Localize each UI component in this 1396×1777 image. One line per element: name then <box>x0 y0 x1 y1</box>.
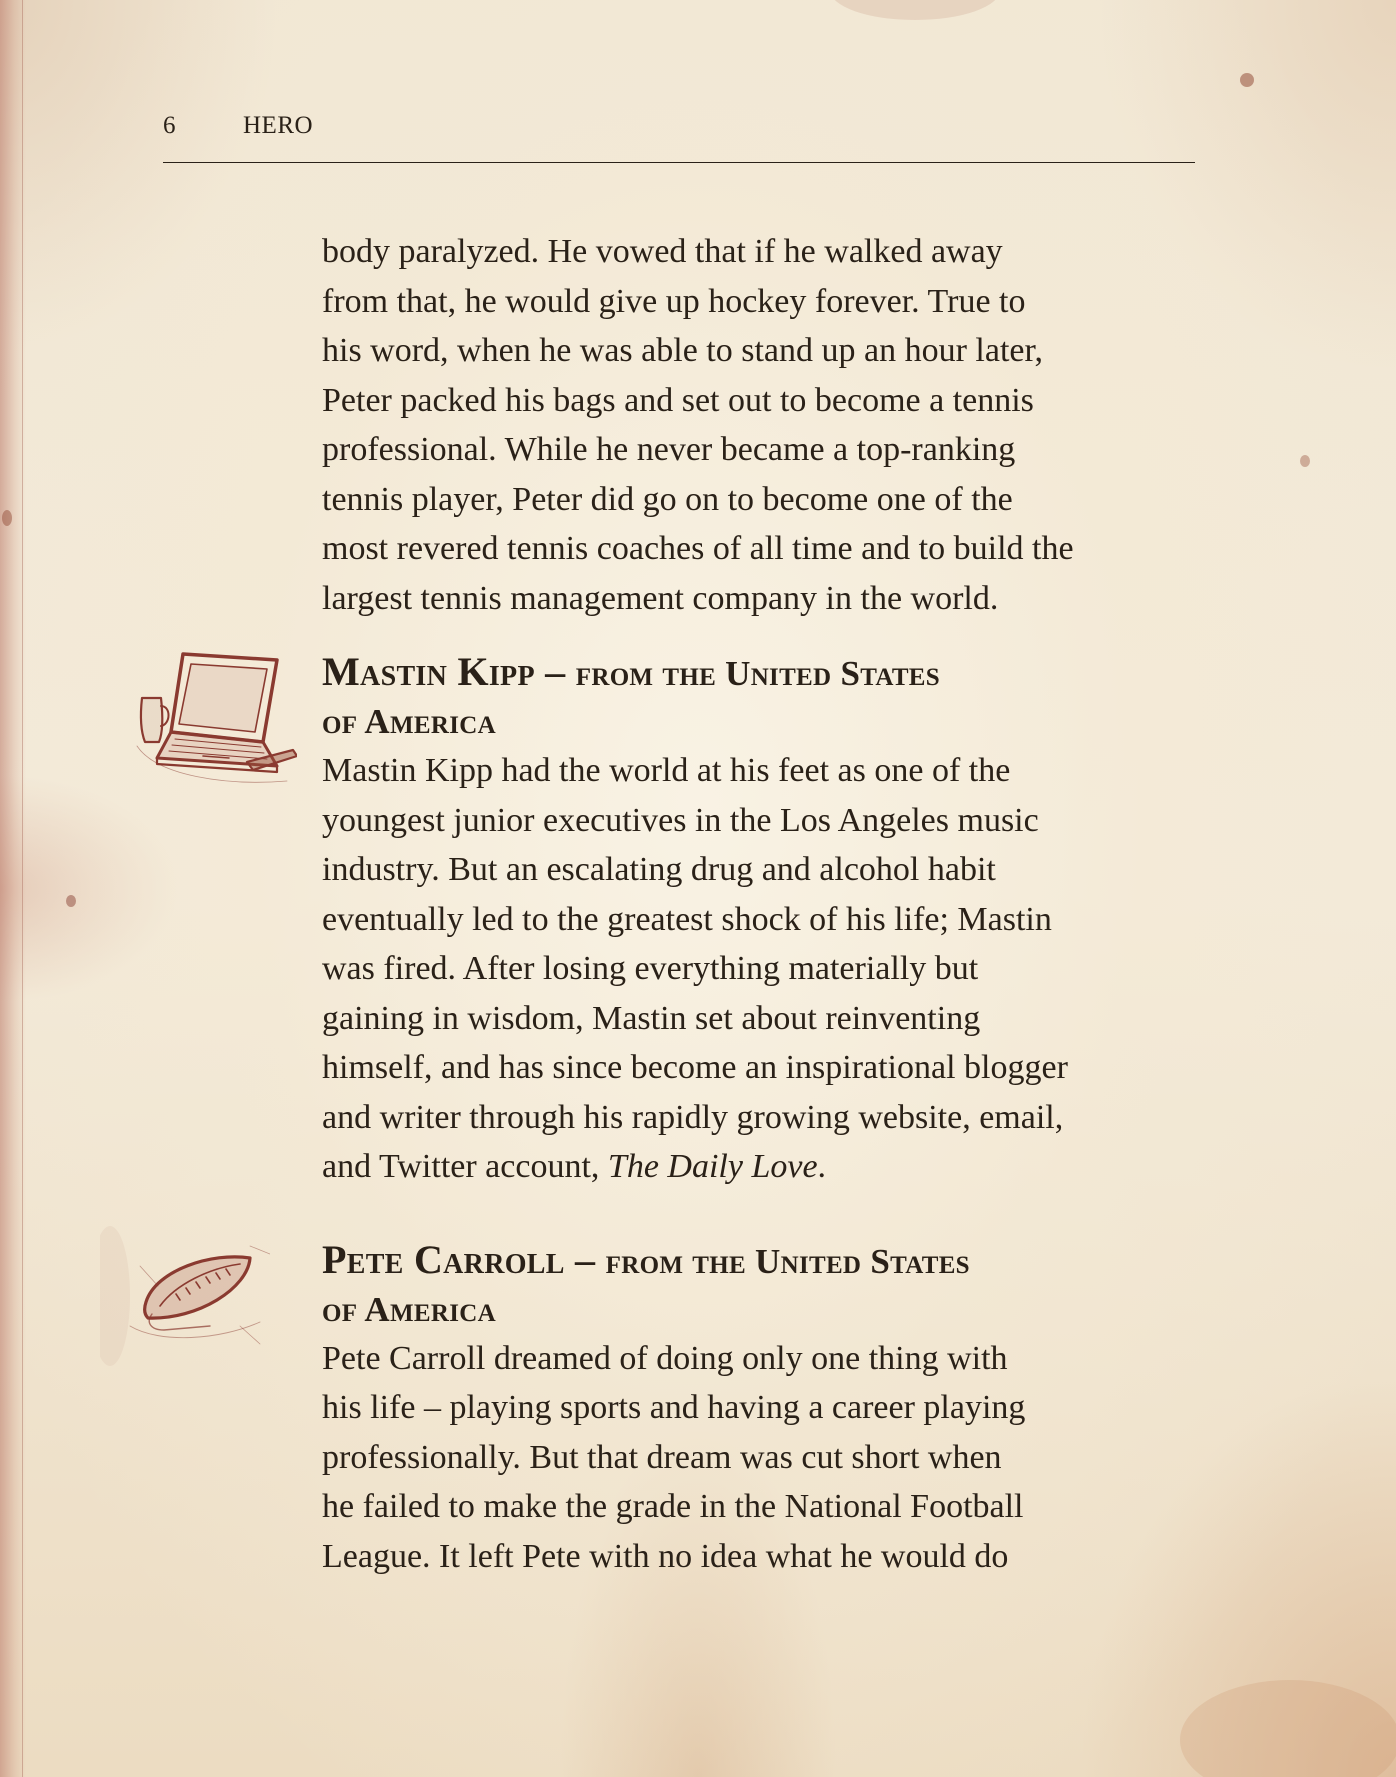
hero-origin-continued: of America <box>322 702 496 741</box>
paper-stain <box>830 0 1000 20</box>
entry-heading-line-1 <box>322 648 1202 698</box>
text-line: he failed to make the grade in the National Football <box>322 1488 1024 1525</box>
hero-entry-mastin-kipp <box>322 648 1202 1192</box>
hero-origin-continued: of America <box>322 1289 496 1329</box>
text-line: gaining in wisdom, Mastin set about reinventing <box>322 999 981 1037</box>
paper-stain <box>1300 455 1310 467</box>
text-line: industry. But an escalating drug and alcohol habit <box>322 851 996 888</box>
text-line: largest tennis management company in the world. <box>322 579 999 617</box>
heading-dash: – <box>534 649 576 694</box>
page-number: 6 <box>163 112 176 139</box>
text-line: youngest junior executives in the Los Angeles music <box>322 801 1039 839</box>
text-line: himself, and has since become an inspirational blogger <box>322 1049 1068 1086</box>
paper-stain <box>1240 73 1254 87</box>
entry-body <box>322 746 1202 1192</box>
paper-stain <box>2 510 12 526</box>
text-line: tennis player, Peter did go on to become one of the <box>322 480 1013 518</box>
paper-stain <box>66 895 76 907</box>
page-content <box>322 227 1202 1581</box>
hero-name: Mastin Kipp <box>322 649 535 694</box>
text-line: was fired. After losing everything materially but <box>322 950 979 987</box>
text-line: from that, he would give up hockey forever. True to <box>322 282 1026 320</box>
text-line-with-title <box>322 1142 1202 1192</box>
text-line: eventually led to the greatest shock of his life; Mastin <box>322 900 1052 938</box>
entry-heading-line-1 <box>322 1236 1202 1286</box>
entry-body <box>322 1334 1202 1582</box>
hero-origin: from the United States <box>575 654 940 693</box>
text-line: professionally. But that dream was cut short when <box>322 1438 1002 1476</box>
text-line: Pete Carroll dreamed of doing only one thing with <box>322 1339 1008 1377</box>
entry-heading <box>322 1236 1202 1334</box>
text-line: Mastin Kipp had the world at his feet as one of the <box>322 752 1011 789</box>
text-fragment: and Twitter account, <box>322 1148 608 1185</box>
football-icon <box>100 1226 270 1366</box>
text-line: Peter packed his bags and set out to become a tennis <box>322 381 1034 419</box>
text-line: and writer through his rapidly growing website, email, <box>322 1098 1064 1136</box>
text-line: body paralyzed. He vowed that if he walked away <box>322 233 1003 270</box>
paper-stain <box>1180 1680 1396 1777</box>
hero-entry-pete-carroll <box>322 1236 1202 1582</box>
heading-dash: – <box>564 1236 606 1282</box>
text-line: his word, when he was able to stand up an hour later, <box>322 332 1043 369</box>
text-line: League. It left Pete with no idea what he would do <box>322 1537 1009 1575</box>
page-edge-line <box>22 0 23 1777</box>
text-line: most revered tennis coaches of all time and to build the <box>322 530 1074 567</box>
publication-title: The Daily Love <box>607 1148 818 1185</box>
running-title: HERO <box>243 112 314 139</box>
hero-origin: from the United States <box>605 1241 970 1281</box>
laptop-icon <box>117 646 297 796</box>
text-line: his life – playing sports and having a career playing <box>322 1389 1026 1426</box>
opening-paragraph <box>322 227 1202 623</box>
entry-heading <box>322 648 1202 746</box>
text-fragment: . <box>817 1148 827 1185</box>
hero-name: Pete Carroll <box>322 1236 565 1282</box>
running-header <box>163 112 1195 163</box>
text-line: professional. While he never became a top-ranking <box>322 431 1016 468</box>
